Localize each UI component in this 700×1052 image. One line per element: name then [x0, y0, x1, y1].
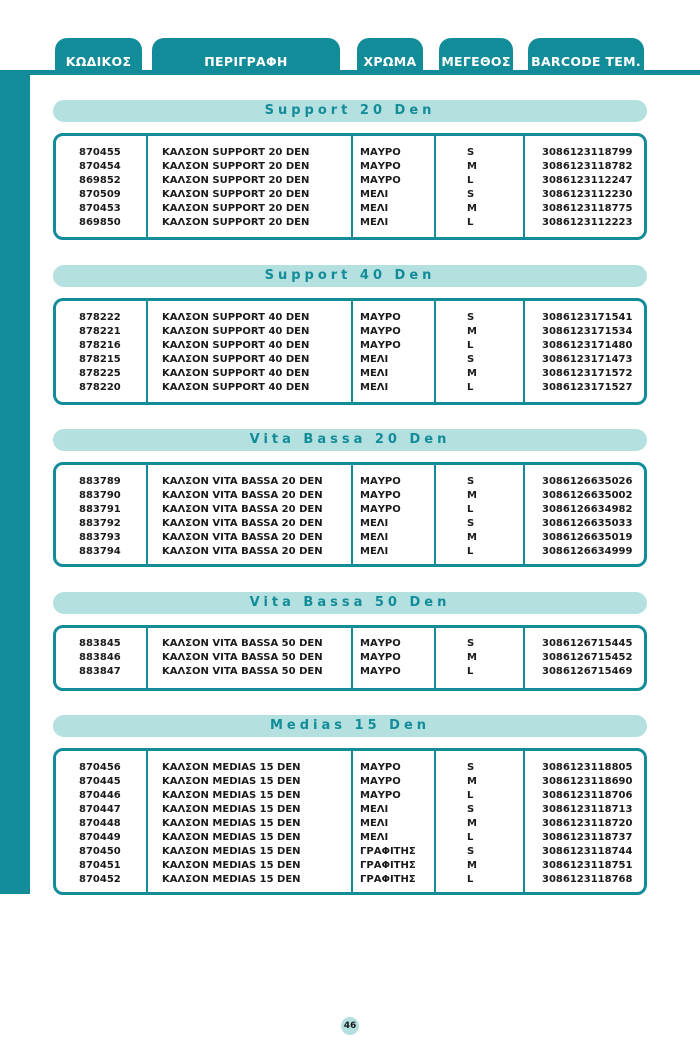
product-description: ΚΑΛΣΟΝ MEDIAS 15 DEN: [162, 776, 301, 787]
product-description: ΚΑΛΣΟΝ SUPPORT 40 DEN: [162, 340, 310, 351]
table-row: [56, 216, 644, 230]
product-color: ΓΡΑΦΙΤΗΣ: [360, 846, 416, 857]
product-size: L: [467, 382, 474, 393]
product-description: ΚΑΛΣΟΝ VITA BASSA 20 DEN: [162, 490, 323, 501]
product-code: 883793: [79, 532, 121, 543]
product-size: S: [467, 762, 475, 773]
left-accent-bar: [0, 70, 30, 894]
product-size: L: [467, 874, 474, 885]
table-row: [56, 367, 644, 381]
product-code: 878225: [79, 368, 121, 379]
product-description: ΚΑΛΣΟΝ SUPPORT 40 DEN: [162, 354, 310, 365]
tab-size: ΜΕΓΕΘΟΣ: [439, 38, 513, 75]
table-row: [56, 325, 644, 339]
product-color: ΜΕΛΙ: [360, 382, 389, 393]
product-barcode: 3086123118799: [542, 147, 633, 158]
product-barcode: 3086123118768: [542, 874, 633, 885]
product-barcode: 3086126635019: [542, 532, 633, 543]
product-color: ΓΡΑΦΙΤΗΣ: [360, 874, 416, 885]
section-table: [53, 625, 647, 691]
product-description: ΚΑΛΣΟΝ VITA BASSA 50 DEN: [162, 638, 323, 649]
product-description: ΚΑΛΣΟΝ SUPPORT 20 DEN: [162, 147, 310, 158]
product-color: ΜΕΛΙ: [360, 203, 389, 214]
product-color: ΜΕΛΙ: [360, 546, 389, 557]
product-color: ΜΑΥΡΟ: [360, 504, 401, 515]
product-description: ΚΑΛΣΟΝ MEDIAS 15 DEN: [162, 846, 301, 857]
product-code: 870447: [79, 804, 121, 815]
table-row: [56, 817, 644, 831]
product-description: ΚΑΛΣΟΝ MEDIAS 15 DEN: [162, 804, 301, 815]
product-barcode: 3086126635033: [542, 518, 633, 529]
product-barcode: 3086123118775: [542, 203, 633, 214]
product-code: 869852: [79, 175, 121, 186]
product-size: M: [467, 161, 477, 172]
page-number: 46: [341, 1017, 359, 1035]
section-title: Vita Bassa 20 Den: [53, 429, 647, 451]
product-code: 870452: [79, 874, 121, 885]
product-barcode: 3086123118805: [542, 762, 633, 773]
product-description: ΚΑΛΣΟΝ SUPPORT 20 DEN: [162, 175, 310, 186]
product-code: 883794: [79, 546, 121, 557]
product-code: 878215: [79, 354, 121, 365]
table-row: [56, 188, 644, 202]
product-barcode: 3086123118782: [542, 161, 633, 172]
product-color: ΜΑΥΡΟ: [360, 161, 401, 172]
product-color: ΜΕΛΙ: [360, 217, 389, 228]
table-row: [56, 174, 644, 188]
tab-barcode: BARCODE ΤΕΜ.: [528, 38, 644, 75]
product-code: 883790: [79, 490, 121, 501]
section-title: Support 20 Den: [53, 100, 647, 122]
product-barcode: 3086123118690: [542, 776, 633, 787]
section-table: [53, 462, 647, 567]
product-color: ΜΑΥΡΟ: [360, 147, 401, 158]
product-code: 870509: [79, 189, 121, 200]
product-code: 878216: [79, 340, 121, 351]
product-code: 883789: [79, 476, 121, 487]
table-row: [56, 665, 644, 679]
product-size: M: [467, 368, 477, 379]
product-size: S: [467, 846, 475, 857]
product-size: S: [467, 804, 475, 815]
product-color: ΜΑΥΡΟ: [360, 638, 401, 649]
product-code: 870445: [79, 776, 121, 787]
product-size: M: [467, 776, 477, 787]
product-size: M: [467, 203, 477, 214]
product-description: ΚΑΛΣΟΝ SUPPORT 40 DEN: [162, 382, 310, 393]
table-row: [56, 517, 644, 531]
product-description: ΚΑΛΣΟΝ VITA BASSA 20 DEN: [162, 504, 323, 515]
product-barcode: 3086126634982: [542, 504, 633, 515]
product-code: 883846: [79, 652, 121, 663]
product-size: L: [467, 790, 474, 801]
tab-description: ΠΕΡΙΓΡΑΦΗ: [152, 38, 340, 75]
product-size: L: [467, 217, 474, 228]
product-code: 870456: [79, 762, 121, 773]
table-row: [56, 859, 644, 873]
product-description: ΚΑΛΣΟΝ SUPPORT 40 DEN: [162, 368, 310, 379]
product-barcode: 3086123118737: [542, 832, 633, 843]
product-barcode: 3086123112247: [542, 175, 633, 186]
product-size: S: [467, 476, 475, 487]
table-row: [56, 637, 644, 651]
product-color: ΜΑΥΡΟ: [360, 652, 401, 663]
product-description: ΚΑΛΣΟΝ MEDIAS 15 DEN: [162, 762, 301, 773]
product-code: 870453: [79, 203, 121, 214]
table-row: [56, 651, 644, 665]
product-color: ΜΕΛΙ: [360, 518, 389, 529]
product-description: ΚΑΛΣΟΝ MEDIAS 15 DEN: [162, 860, 301, 871]
table-row: [56, 761, 644, 775]
product-description: ΚΑΛΣΟΝ VITA BASSA 20 DEN: [162, 476, 323, 487]
product-color: ΜΕΛΙ: [360, 818, 389, 829]
product-color: ΜΕΛΙ: [360, 832, 389, 843]
product-size: M: [467, 490, 477, 501]
product-barcode: 3086123118751: [542, 860, 633, 871]
tab-color: ΧΡΩΜΑ: [357, 38, 423, 75]
product-barcode: 3086123171541: [542, 312, 633, 323]
table-row: [56, 775, 644, 789]
table-row: [56, 381, 644, 395]
product-code: 870451: [79, 860, 121, 871]
section-table: [53, 133, 647, 240]
product-color: ΜΕΛΙ: [360, 368, 389, 379]
table-row: [56, 475, 644, 489]
product-code: 870449: [79, 832, 121, 843]
product-description: ΚΑΛΣΟΝ VITA BASSA 20 DEN: [162, 532, 323, 543]
product-code: 878222: [79, 312, 121, 323]
tab-code: ΚΩΔΙΚΟΣ: [55, 38, 142, 75]
product-description: ΚΑΛΣΟΝ VITA BASSA 50 DEN: [162, 666, 323, 677]
product-code: 870448: [79, 818, 121, 829]
product-color: ΜΑΥΡΟ: [360, 666, 401, 677]
product-code: 878220: [79, 382, 121, 393]
section-title: Support 40 Den: [53, 265, 647, 287]
product-size: M: [467, 652, 477, 663]
product-size: S: [467, 312, 475, 323]
product-description: ΚΑΛΣΟΝ SUPPORT 20 DEN: [162, 189, 310, 200]
product-barcode: 3086123118713: [542, 804, 633, 815]
product-code: 878221: [79, 326, 121, 337]
section-title: Vita Bassa 50 Den: [53, 592, 647, 614]
product-code: 870446: [79, 790, 121, 801]
product-barcode: 3086123112223: [542, 217, 633, 228]
table-row: [56, 146, 644, 160]
product-code: 870450: [79, 846, 121, 857]
product-code: 883845: [79, 638, 121, 649]
table-row: [56, 489, 644, 503]
product-color: ΜΑΥΡΟ: [360, 476, 401, 487]
product-barcode: 3086123171480: [542, 340, 633, 351]
product-size: L: [467, 340, 474, 351]
table-row: [56, 353, 644, 367]
product-barcode: 3086123118706: [542, 790, 633, 801]
product-color: ΜΕΛΙ: [360, 354, 389, 365]
product-description: ΚΑΛΣΟΝ VITA BASSA 20 DEN: [162, 518, 323, 529]
table-row: [56, 873, 644, 887]
product-size: L: [467, 546, 474, 557]
product-color: ΜΕΛΙ: [360, 189, 389, 200]
product-barcode: 3086126635026: [542, 476, 633, 487]
product-description: ΚΑΛΣΟΝ SUPPORT 20 DEN: [162, 161, 310, 172]
product-code: 869850: [79, 217, 121, 228]
product-barcode: 3086126715469: [542, 666, 633, 677]
product-color: ΜΕΛΙ: [360, 804, 389, 815]
product-barcode: 3086123171473: [542, 354, 633, 365]
product-description: ΚΑΛΣΟΝ SUPPORT 20 DEN: [162, 203, 310, 214]
section-table: [53, 298, 647, 405]
product-color: ΜΑΥΡΟ: [360, 790, 401, 801]
section-title: Medias 15 Den: [53, 715, 647, 737]
product-size: M: [467, 818, 477, 829]
product-size: S: [467, 638, 475, 649]
product-color: ΜΑΥΡΟ: [360, 340, 401, 351]
product-color: ΜΑΥΡΟ: [360, 762, 401, 773]
product-color: ΜΑΥΡΟ: [360, 326, 401, 337]
product-color: ΜΑΥΡΟ: [360, 776, 401, 787]
product-barcode: 3086123171572: [542, 368, 633, 379]
table-row: [56, 531, 644, 545]
product-color: ΜΑΥΡΟ: [360, 312, 401, 323]
product-barcode: 3086123112230: [542, 189, 633, 200]
table-row: [56, 339, 644, 353]
product-size: L: [467, 666, 474, 677]
product-size: S: [467, 189, 475, 200]
product-size: S: [467, 354, 475, 365]
product-barcode: 3086126635002: [542, 490, 633, 501]
product-size: L: [467, 504, 474, 515]
product-size: L: [467, 832, 474, 843]
table-row: [56, 311, 644, 325]
product-description: ΚΑΛΣΟΝ MEDIAS 15 DEN: [162, 874, 301, 885]
product-code: 870455: [79, 147, 121, 158]
product-barcode: 3086126634999: [542, 546, 633, 557]
product-barcode: 3086123171534: [542, 326, 633, 337]
table-row: [56, 202, 644, 216]
table-row: [56, 845, 644, 859]
product-description: ΚΑΛΣΟΝ SUPPORT 40 DEN: [162, 312, 310, 323]
product-color: ΜΕΛΙ: [360, 532, 389, 543]
product-barcode: 3086123118720: [542, 818, 633, 829]
product-description: ΚΑΛΣΟΝ SUPPORT 40 DEN: [162, 326, 310, 337]
product-color: ΜΑΥΡΟ: [360, 175, 401, 186]
table-row: [56, 160, 644, 174]
product-description: ΚΑΛΣΟΝ MEDIAS 15 DEN: [162, 790, 301, 801]
product-barcode: 3086126715452: [542, 652, 633, 663]
table-row: [56, 545, 644, 559]
product-code: 870454: [79, 161, 121, 172]
product-size: L: [467, 175, 474, 186]
product-size: M: [467, 326, 477, 337]
product-description: ΚΑΛΣΟΝ MEDIAS 15 DEN: [162, 818, 301, 829]
product-description: ΚΑΛΣΟΝ SUPPORT 20 DEN: [162, 217, 310, 228]
product-color: ΓΡΑΦΙΤΗΣ: [360, 860, 416, 871]
table-row: [56, 789, 644, 803]
product-description: ΚΑΛΣΟΝ VITA BASSA 50 DEN: [162, 652, 323, 663]
product-description: ΚΑΛΣΟΝ MEDIAS 15 DEN: [162, 832, 301, 843]
product-barcode: 3086126715445: [542, 638, 633, 649]
product-code: 883791: [79, 504, 121, 515]
section-table: [53, 748, 647, 895]
product-size: S: [467, 147, 475, 158]
product-description: ΚΑΛΣΟΝ VITA BASSA 20 DEN: [162, 546, 323, 557]
table-row: [56, 503, 644, 517]
product-color: ΜΑΥΡΟ: [360, 490, 401, 501]
product-code: 883847: [79, 666, 121, 677]
table-row: [56, 803, 644, 817]
product-size: S: [467, 518, 475, 529]
table-row: [56, 831, 644, 845]
product-barcode: 3086123171527: [542, 382, 633, 393]
product-size: M: [467, 860, 477, 871]
product-code: 883792: [79, 518, 121, 529]
product-size: M: [467, 532, 477, 543]
product-barcode: 3086123118744: [542, 846, 633, 857]
